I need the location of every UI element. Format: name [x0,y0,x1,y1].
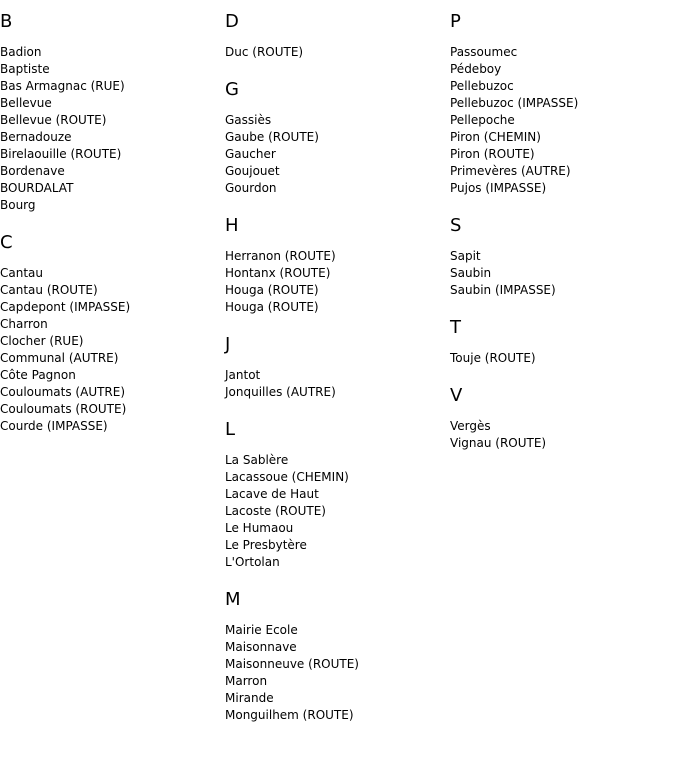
letter-heading: V [450,385,463,406]
street-link[interactable]: Sapit [450,249,481,263]
letter-group [225,214,450,316]
street-link[interactable]: Hontanx (ROUTE) [225,266,331,280]
street-link[interactable]: Marron [225,674,268,688]
letter-heading: P [450,11,461,32]
street-link[interactable]: Lacave de Haut [225,487,319,501]
street-link[interactable]: Bordenave [0,164,65,178]
street-link[interactable]: Primevères (AUTRE) [450,164,571,178]
street-list [225,112,450,197]
street-link[interactable]: BOURDALAT [0,181,74,195]
street-link[interactable]: Cantau (ROUTE) [0,283,98,297]
street-list [225,44,450,61]
street-link[interactable]: Le Presbytère [225,538,307,552]
street-link[interactable]: Couloumats (ROUTE) [0,402,127,416]
street-link[interactable]: Saubin [450,266,492,280]
letter-group [450,10,675,197]
letter-heading: G [225,79,239,100]
street-list [225,622,450,724]
street-link[interactable]: Vergès [450,419,491,433]
street-link[interactable]: Saubin (IMPASSE) [450,283,556,297]
letter-heading: H [225,215,239,236]
street-link[interactable]: Maisonneuve (ROUTE) [225,657,359,671]
column-2 [225,10,450,741]
street-link[interactable]: Bas Armagnac (RUE) [0,79,125,93]
street-link[interactable]: Vignau (ROUTE) [450,436,547,450]
street-list [0,44,225,214]
street-list [450,350,675,367]
street-link[interactable]: Gourdon [225,181,277,195]
letter-heading: M [225,589,241,610]
street-list [225,248,450,316]
street-link[interactable]: L'Ortolan [225,555,280,569]
letter-group [225,333,450,401]
street-list [450,248,675,299]
street-list [225,367,450,401]
street-link[interactable]: Goujouet [225,164,280,178]
street-link[interactable]: Gaube (ROUTE) [225,130,319,144]
street-link[interactable]: Gassiès [225,113,272,127]
street-list [225,452,450,571]
letter-heading: S [450,215,462,236]
letter-group [450,214,675,299]
street-list [0,265,225,435]
street-link[interactable]: Charron [0,317,48,331]
letter-heading: J [225,334,231,355]
street-link[interactable]: Badion [0,45,42,59]
letter-group [0,10,225,214]
street-link[interactable]: Bellevue [0,96,52,110]
letter-group [225,10,450,61]
letter-group [0,231,225,435]
letter-group [225,418,450,571]
street-link[interactable]: Piron (CHEMIN) [450,130,541,144]
street-link[interactable]: Communal (AUTRE) [0,351,119,365]
street-link[interactable]: Clocher (RUE) [0,334,84,348]
letter-group [450,316,675,367]
street-link[interactable]: Le Humaou [225,521,294,535]
letter-group [225,588,450,724]
street-link[interactable]: Mairie Ecole [225,623,298,637]
street-link[interactable]: Pellebuzoc (IMPASSE) [450,96,579,110]
street-link[interactable]: Herranon (ROUTE) [225,249,336,263]
letter-heading: D [225,11,239,32]
street-link[interactable]: Piron (ROUTE) [450,147,535,161]
street-link[interactable]: Lacoste (ROUTE) [225,504,326,518]
street-link[interactable]: Cantau [0,266,44,280]
street-link[interactable]: Birelaouille (ROUTE) [0,147,122,161]
street-link[interactable]: Passoumec [450,45,518,59]
street-link[interactable]: Couloumats (AUTRE) [0,385,126,399]
street-link[interactable]: Gaucher [225,147,276,161]
street-link[interactable]: Pellebuzoc [450,79,514,93]
letter-heading: C [0,232,13,253]
street-link[interactable]: Baptiste [0,62,50,76]
street-link[interactable]: La Sablère [225,453,289,467]
letter-group [450,384,675,452]
column-3 [450,10,675,469]
letter-heading: B [0,11,13,32]
street-link[interactable]: Capdepont (IMPASSE) [0,300,131,314]
street-link[interactable]: Bernadouze [0,130,72,144]
street-link[interactable]: Duc (ROUTE) [225,45,304,59]
street-link[interactable]: Pellepoche [450,113,515,127]
street-link[interactable]: Pédeboy [450,62,502,76]
street-list [450,44,675,197]
street-link[interactable]: Bourg [0,198,36,212]
street-link[interactable]: Monguilhem (ROUTE) [225,708,354,722]
street-link[interactable]: Pujos (IMPASSE) [450,181,547,195]
street-link[interactable]: Jantot [225,368,261,382]
street-link[interactable]: Houga (ROUTE) [225,283,319,297]
street-link[interactable]: Côte Pagnon [0,368,76,382]
street-link[interactable]: Lacassoue (CHEMIN) [225,470,349,484]
street-link[interactable]: Courde (IMPASSE) [0,419,108,433]
street-link[interactable]: Touje (ROUTE) [450,351,536,365]
street-link[interactable]: Maisonnave [225,640,297,654]
letter-heading: T [450,317,461,338]
street-link[interactable]: Houga (ROUTE) [225,300,319,314]
street-link[interactable]: Bellevue (ROUTE) [0,113,107,127]
street-list [450,418,675,452]
column-1 [0,10,225,452]
street-link[interactable]: Mirande [225,691,274,705]
street-link[interactable]: Jonquilles (AUTRE) [225,385,336,399]
letter-group [225,78,450,197]
letter-heading: L [225,419,236,440]
